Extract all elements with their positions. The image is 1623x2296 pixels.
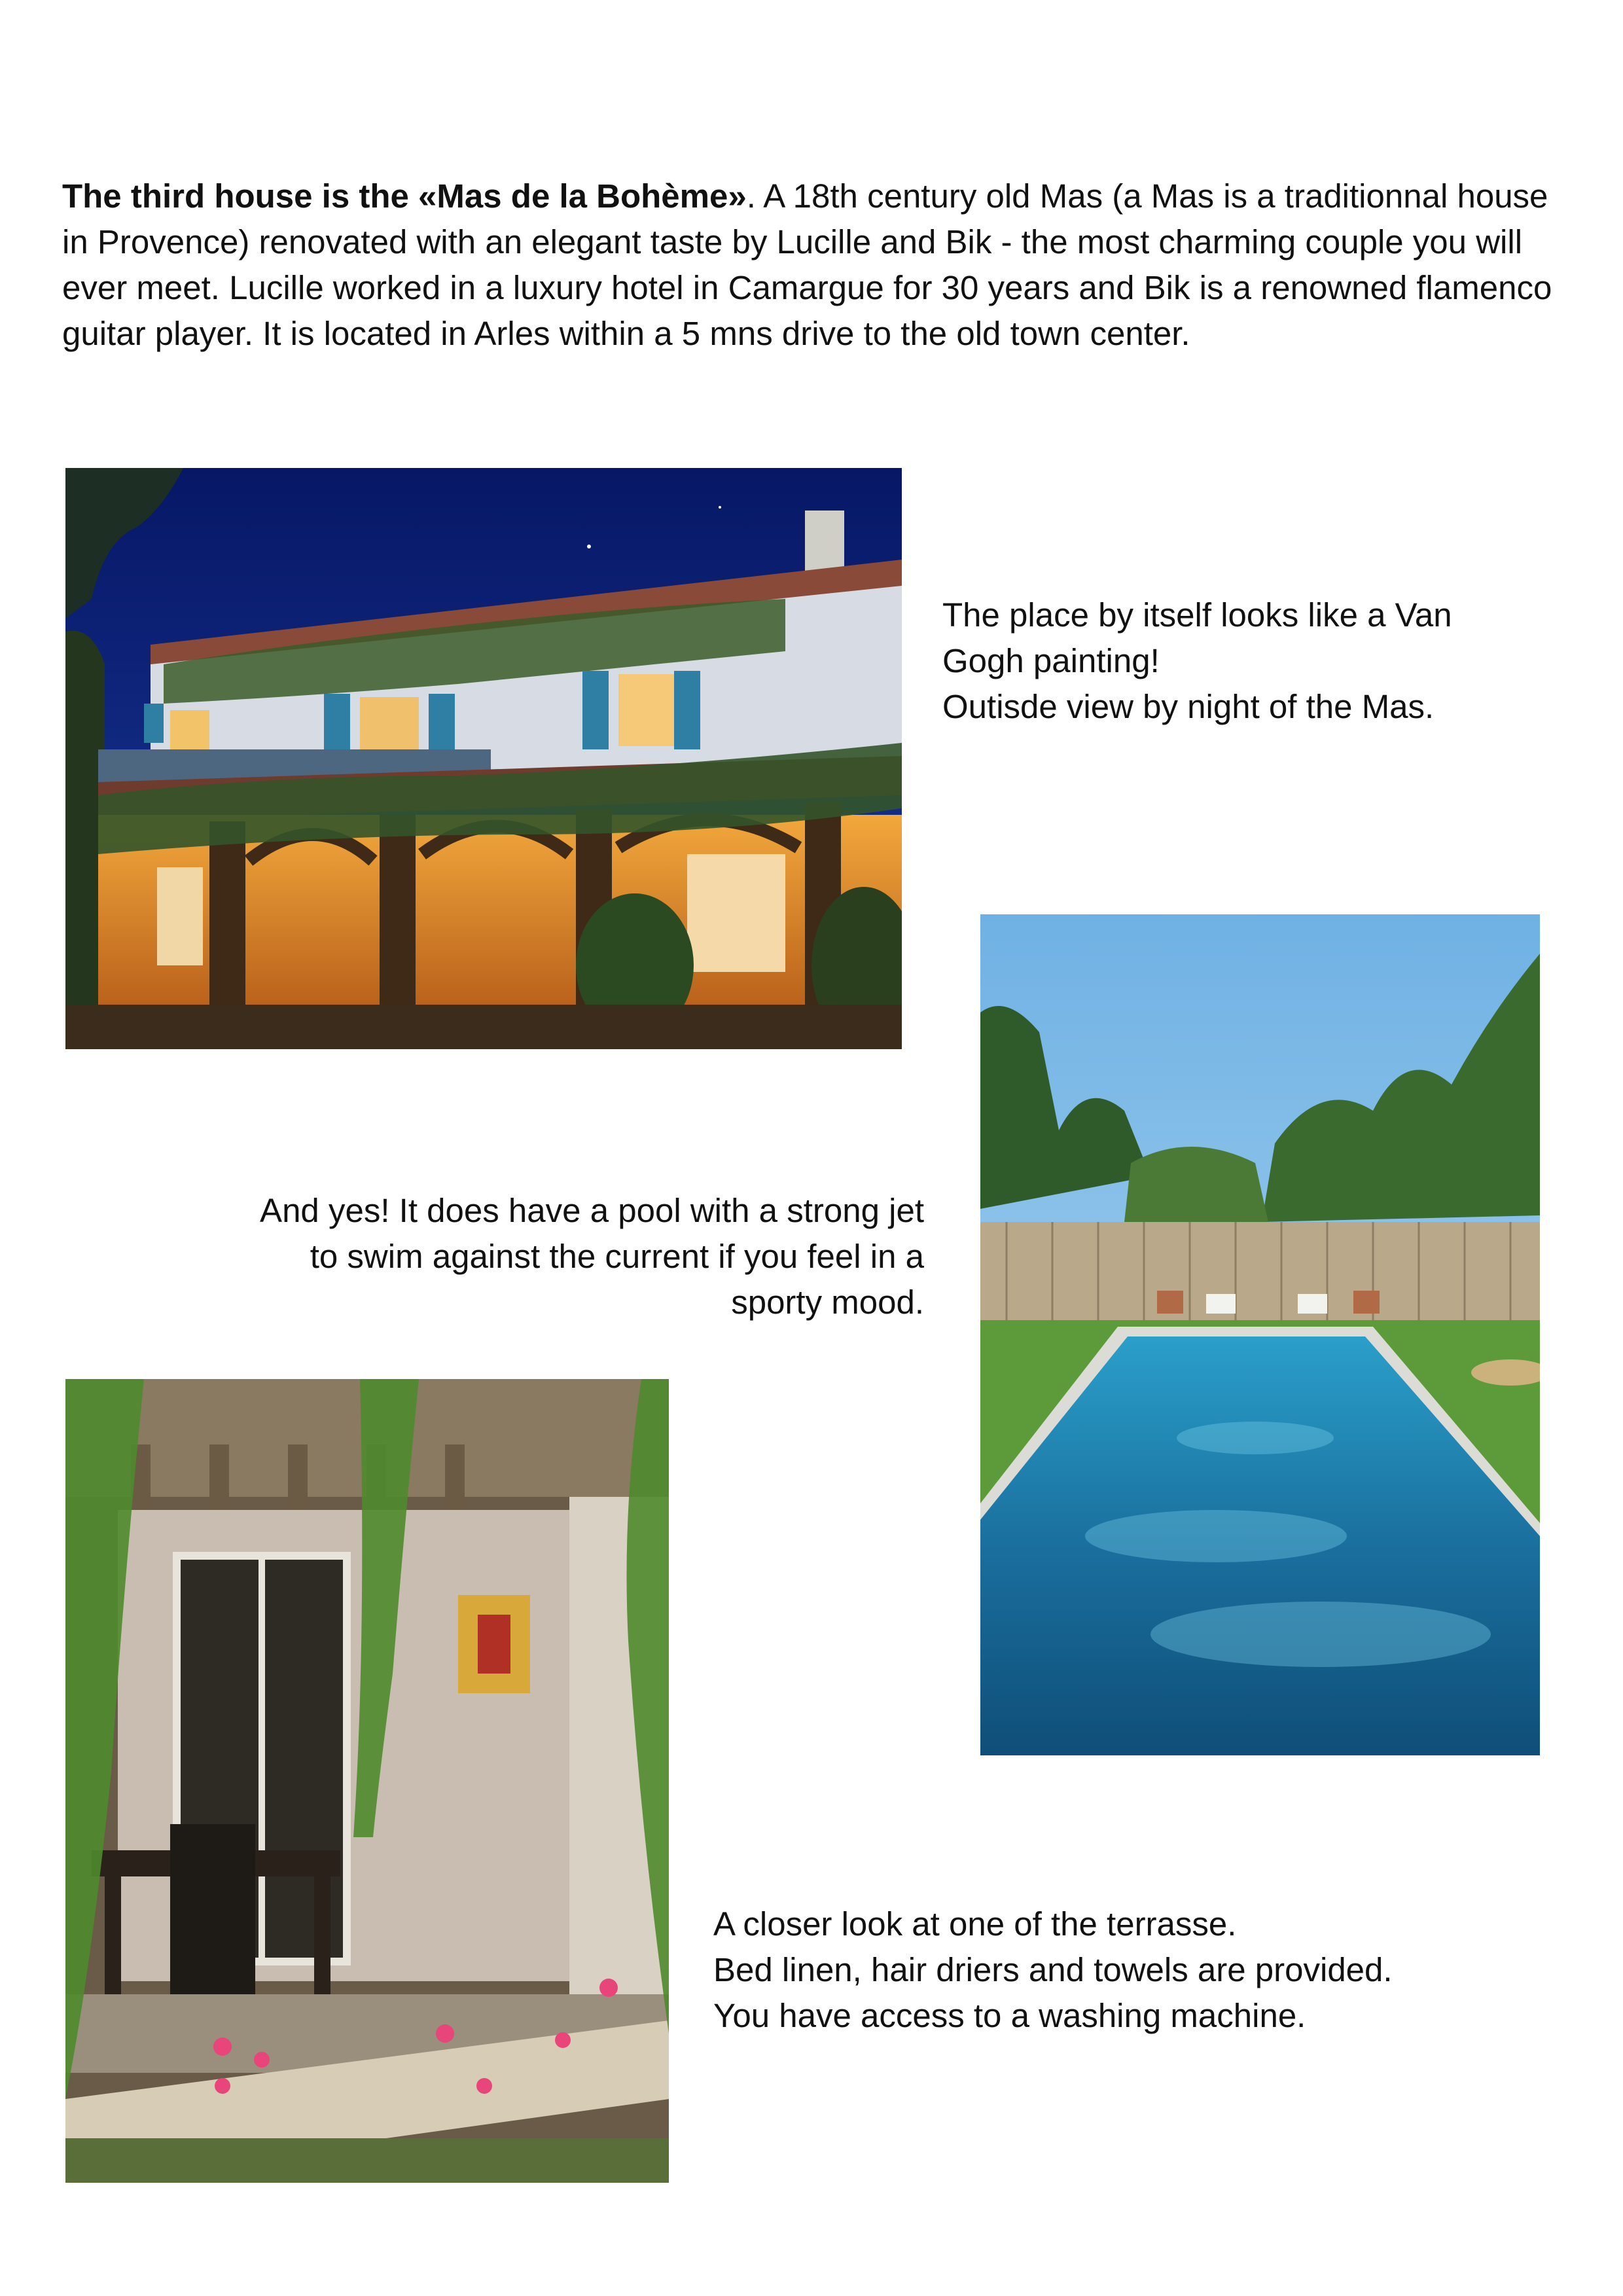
caption-line: And yes! It does have a pool with a strong jet <box>260 1192 924 1229</box>
night-house-photo <box>65 468 902 1049</box>
intro-bold-lead: The third house is the «Mas de la Bohème» <box>62 177 747 215</box>
intro-text: . A 18th century old Mas (a Mas is a traditionnal house in Provence) renovated with an elegant taste by Lucille and Bik - the most charming couple you will ever meet. Lucille worked in a luxury hotel in Camargue for 30 years and Bik is a renowned flamenco guitar player. It is located in Arles within a 5 mns drive to the old town center. <box>62 177 1552 352</box>
night-view-caption <box>942 592 1531 730</box>
intro-paragraph <box>62 173 1561 357</box>
caption-line: to swim against the current if you feel in a <box>310 1238 924 1275</box>
caption-line: A closer look at one of the terrasse. <box>713 1905 1237 1943</box>
caption-line: Bed linen, hair driers and towels are provided. <box>713 1951 1393 1988</box>
caption-line: The place by itself looks like a Van <box>942 596 1452 634</box>
caption-line: Outisde view by night of the Mas. <box>942 688 1435 725</box>
caption-line: sporty mood. <box>731 1283 924 1321</box>
terrace-photo <box>65 1379 669 2183</box>
pool-photo <box>980 914 1540 1755</box>
caption-line: Gogh painting! <box>942 642 1160 679</box>
caption-line: You have access to a washing machine. <box>713 1997 1306 2034</box>
terrace-caption <box>713 1901 1499 2039</box>
pool-caption <box>196 1188 924 1325</box>
